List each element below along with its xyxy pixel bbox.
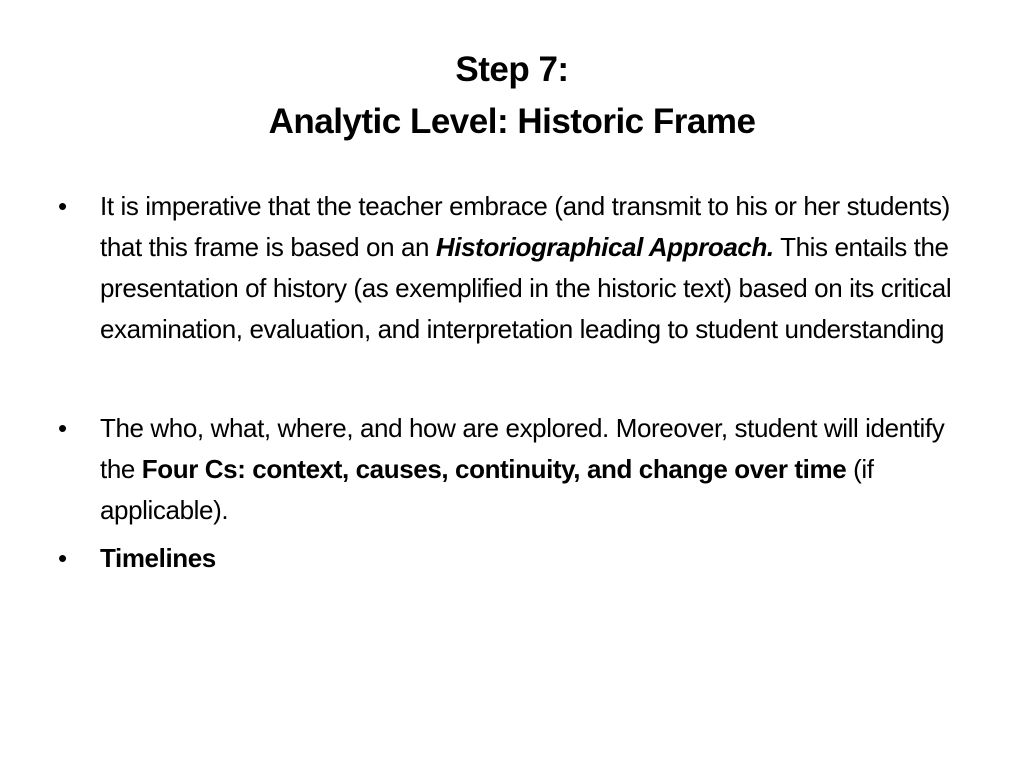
spacer (58, 531, 978, 538)
slide-title (0, 44, 1024, 148)
bullet-2-text-end: (if applicable). (100, 454, 874, 525)
bullet-2-emphasis: Four Cs: context, causes, continuity, and change over time (141, 454, 847, 484)
bullet-item-1 (58, 186, 978, 350)
bullet-3-text: Timelines (100, 543, 216, 573)
bullet-1-text-start: It is imperative that the teacher embrace (and transmit to his or her students) that this frame is based on an (100, 191, 950, 262)
spacer (58, 350, 978, 408)
bullet-icon: • (58, 543, 67, 573)
bullet-1-emphasis: Historiographical Approach. (435, 232, 774, 262)
bullet-2-text-start: The who, what, where, and how are explored. Moreover, student will identify the (100, 413, 945, 484)
bullet-1-text-end: This entails the presentation of history (as exemplified in the historic text) based on its critical examination, evaluation, and interpretation leading to student understanding (100, 232, 952, 344)
bullet-item-3 (58, 538, 978, 579)
title-line-1: Step 7: (455, 50, 569, 89)
bullet-item-2 (58, 408, 978, 531)
title-line-2: Analytic Level: Historic Frame (268, 102, 756, 141)
bullet-icon: • (58, 191, 67, 221)
slide-body (58, 186, 978, 579)
bullet-icon: • (58, 413, 67, 443)
